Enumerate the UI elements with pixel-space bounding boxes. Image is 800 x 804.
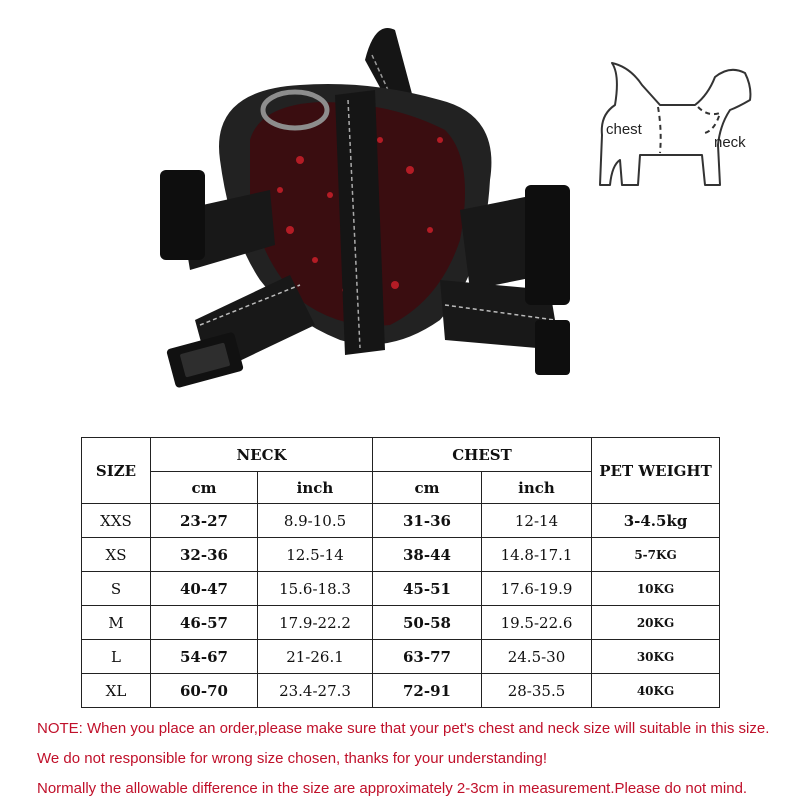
chest-inch-cell: 17.6-19.9 [482, 572, 592, 606]
neck-cm-cell: 54-67 [151, 640, 258, 674]
weight-cell: 40KG [592, 674, 720, 708]
neck-inch-cell: 8.9-10.5 [258, 504, 373, 538]
weight-cell: 30KG [592, 640, 720, 674]
neck-inch-cell: 12.5-14 [258, 538, 373, 572]
weight-cell: 20KG [592, 606, 720, 640]
neck-cm-cell: 46-57 [151, 606, 258, 640]
note-line: We do not responsible for wrong size chosen, thanks for your understanding! [37, 750, 548, 767]
table-row [82, 572, 720, 606]
neck-cm-cell: 60-70 [151, 674, 258, 708]
chest-cm-cell: 63-77 [373, 640, 482, 674]
table-row [82, 674, 720, 708]
table-row [82, 538, 720, 572]
neck-inch-cell: 17.9-22.2 [258, 606, 373, 640]
chest-inch-cell: 14.8-17.1 [482, 538, 592, 572]
size-header: SIZE [82, 438, 151, 504]
chest-inch-cell: 12-14 [482, 504, 592, 538]
chest-cm-cell: 72-91 [373, 674, 482, 708]
neck-cm-cell: 23-27 [151, 504, 258, 538]
size-cell: M [82, 606, 151, 640]
chest-inch-header: inch [482, 472, 592, 504]
pet-weight-header: PET WEIGHT [592, 438, 720, 504]
neck-inch-cell: 21-26.1 [258, 640, 373, 674]
neck-cm-cell: 32-36 [151, 538, 258, 572]
note-line: NOTE: When you place an order,please make sure that your pet's chest and neck size will suitable in this size. [37, 720, 770, 737]
chest-cm-cell: 31-36 [373, 504, 482, 538]
neck-cm-header: cm [151, 472, 258, 504]
table-row [82, 606, 720, 640]
neck-header: NECK [151, 438, 373, 472]
chest-cm-header: cm [373, 472, 482, 504]
neck-label: neck [714, 134, 746, 151]
size-cell: S [82, 572, 151, 606]
size-cell: L [82, 640, 151, 674]
size-chart-table [81, 437, 720, 708]
size-cell: XS [82, 538, 151, 572]
size-notes [37, 714, 797, 804]
neck-inch-cell: 15.6-18.3 [258, 572, 373, 606]
neck-cm-cell: 40-47 [151, 572, 258, 606]
chest-cm-cell: 45-51 [373, 572, 482, 606]
neck-inch-cell: 23.4-27.3 [258, 674, 373, 708]
dog-measurement-diagram [590, 55, 760, 195]
chest-inch-cell: 19.5-22.6 [482, 606, 592, 640]
weight-cell: 10KG [592, 572, 720, 606]
chest-cm-cell: 38-44 [373, 538, 482, 572]
weight-cell: 5-7KG [592, 538, 720, 572]
table-row [82, 640, 720, 674]
note-line: Normally the allowable difference in the size are approximately 2-3cm in measurement.Please do not mind. [37, 780, 748, 797]
size-cell: XL [82, 674, 151, 708]
chest-label: chest [606, 121, 642, 138]
chest-header: CHEST [373, 438, 592, 472]
chest-cm-cell: 50-58 [373, 606, 482, 640]
chest-inch-cell: 24.5-30 [482, 640, 592, 674]
chest-inch-cell: 28-35.5 [482, 674, 592, 708]
weight-cell: 3-4.5kg [592, 504, 720, 538]
size-cell: XXS [82, 504, 151, 538]
table-row [82, 504, 720, 538]
harness-product-image [140, 20, 600, 400]
neck-inch-header: inch [258, 472, 373, 504]
